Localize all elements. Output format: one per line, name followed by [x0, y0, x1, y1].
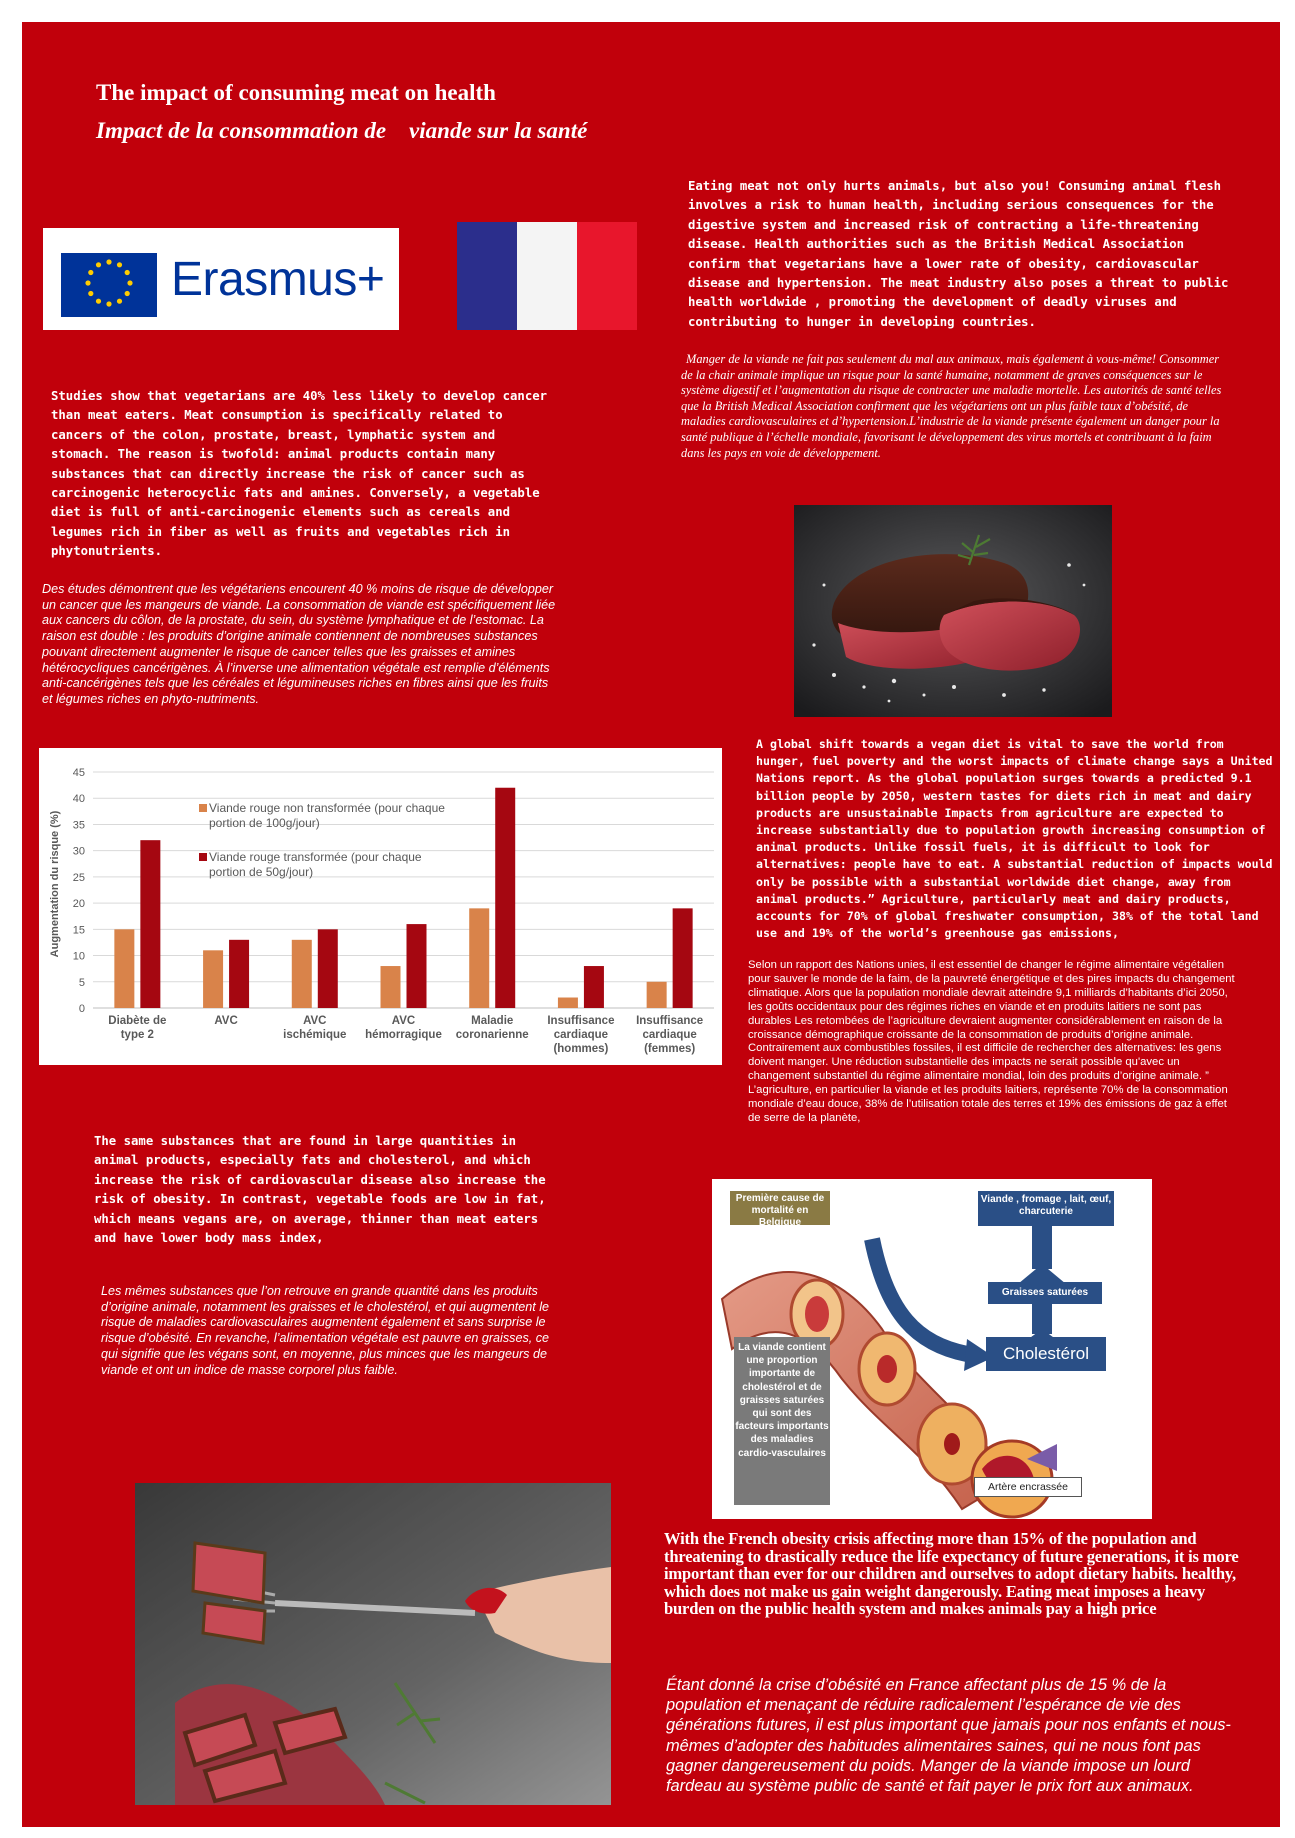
chart-x-tick-label: cardiaque — [553, 1029, 609, 1041]
diagram-middle-label: Graisses saturées — [988, 1282, 1102, 1304]
risk-chart-svg — [39, 748, 722, 1065]
chart-y-tick-label: 30 — [72, 845, 85, 858]
diagram-artery-label: Artère encrassée — [974, 1477, 1082, 1497]
chart-x-tick-label: cardiaque — [642, 1029, 697, 1041]
climate-en-text: A global shift towards a vegan diet is vital to save the world from hunger, fuel poverty and the worst impacts of climate change says a United Nations report. As the global population surges towards a predicted 9.1 billion people by 2050, western tastes for diets rich in meat and dairy products are unsustainable Impacts from agriculture are expected to increase substantially due to population growth increasing consumption of animal products. Unlike fossil fuels, it is difficult to look for alternatives: people have to eat. A substantial reduction of impacts would only be possible with a substantial worldwide diet change, away from animal products.” Agriculture, particularly meat and dairy products, accounts for 70% of global freshwater consumption, 38% of the total land use and 19% of the world’s greenhouse gas emissions, — [756, 737, 1273, 941]
chart-bar — [318, 929, 338, 1008]
chart-x-tick-label: (femmes) — [644, 1043, 696, 1055]
chart-x-tick-label: hémorragique — [365, 1029, 442, 1041]
diagram-left-box: La viande contient une proportion importante de cholestérol et de graisses saturées qui sont des facteurs importants des maladies cardio-vasculaires — [734, 1337, 830, 1505]
france-flag-icon — [457, 222, 637, 330]
chart-x-tick-label: (hommes) — [553, 1043, 609, 1055]
chart-legend-swatch — [199, 853, 207, 861]
chart-x-tick-label: Maladie — [471, 1015, 514, 1027]
chart-y-tick-label: 15 — [72, 924, 85, 937]
chart-legend-label: portion de 50g/jour) — [209, 865, 314, 879]
chart-bar — [229, 940, 249, 1008]
chart-x-tick-label: AVC — [214, 1015, 238, 1027]
french-crisis-en-text: With the French obesity crisis affecting more than 15% of the population and threatening to drastically reduce the life expectancy of future generations, it is more important than ever for our children and ourselves to adopt dietary habits. healthy, which does not make us gain weight dangerously. Eating meat imposes a heavy burden on the public health system and makes animals pay a high price — [664, 1529, 1239, 1619]
chart-bar — [381, 966, 401, 1008]
steak-photo — [794, 505, 1112, 717]
chart-bar — [495, 788, 515, 1008]
steak-fork-photo — [135, 1483, 611, 1805]
chart-bar — [647, 982, 667, 1008]
chart-legend-label: Viande rouge non transformée (pour chaque — [209, 801, 445, 815]
chart-bars — [114, 788, 692, 1008]
chart-y-tick-label: 45 — [72, 767, 85, 779]
diagram-cholesterol-label: Cholestérol — [986, 1337, 1106, 1371]
climate-fr-text: Selon un rapport des Nations unies, il est essentiel de changer le régime alimentaire végétalien pour sauver le monde de la faim, de la pauvreté énergétique et des pires impacts du changement climatique. Alors que la population mondiale devrait atteindre 9,1 milliards d’habitants d’ici 2050, les goûts occidentaux pour des régimes riches en viande et en produits laitiers ne sont pas durables Les retombées de l’agriculture devraient augmenter considérablement en raison de la croissance démographique croissante de la consommation de produits d’origine animale. Contrairement aux combustibles fossiles, il est difficile de rechercher des alternatives: les gens doivent manger. Une réduction substantielle des impacts ne serait possible qu'avec un changement substantiel du régime alimentaire mondial, loin des produits d’origine animale. ” L’agriculture, en particulier la viande et les produits laitiers, représente 70% de la consommation mondiale d’eau douce, 38% de l’utilisation totale des terres et 19% des émissions de gaz à effet de serre de la planète, — [748, 959, 1235, 1124]
chart-x-tick-label: coronarienne — [455, 1029, 529, 1041]
chart-y-tick-label: 10 — [72, 950, 85, 963]
diagram-top-right-label: Viande , fromage , lait, œuf, charcuterie — [978, 1191, 1114, 1226]
french-crisis-fr-text: Étant donné la crise d’obésité en France affectant plus de 15 % de la population et menaçant de réduire radicalement l’espérance de vie des générations futures, il est plus important que jamais pour nos enfants et nous-mêmes d’adopter des habitudes alimentaires saines, qui ne nous font pas gagner dangereusement du poids. Manger de la viande impose un lourd fardeau au système public de santé et fait payer le prix fort aux animaux. — [666, 1676, 1231, 1796]
chart-y-ticks — [73, 767, 85, 1015]
chart-y-tick-label: 20 — [72, 898, 85, 911]
chart-x-labels — [108, 1015, 703, 1055]
chart-bar — [114, 929, 134, 1008]
cancer-en-text: Studies show that vegetarians are 40% less likely to develop cancer than meat eaters. Meat consumption is specifically related to cancers of the colon, prostate, breast, lymphatic system and stomach. The reason is twofold: animal products contain many substances that can directly increase the risk of cancer such as carcinogenic heterocyclic fats and amines. Conversely, a vegetable diet is full of anti-carcinogenic elements such as cereals and legumes rich in fiber as well as fruits and vegetables rich in phytonutrients. — [51, 389, 548, 559]
chart-bar — [140, 840, 160, 1008]
diagram-top-left-label: Première cause de mortalité en Belgique — [730, 1191, 830, 1225]
chart-bar — [203, 950, 223, 1008]
chart-x-tick-label: AVC — [303, 1015, 327, 1027]
chart-bar — [584, 966, 604, 1008]
chart-y-tick-label: 40 — [72, 793, 85, 806]
chart-x-tick-label: type 2 — [120, 1029, 154, 1041]
erasmus-logo — [43, 228, 399, 330]
chart-bar — [673, 908, 693, 1008]
chart-y-axis-label: Augmentation du risque (%) — [49, 810, 61, 958]
chart-legend-swatch — [199, 804, 207, 812]
chart-y-tick-label: 25 — [72, 871, 85, 884]
erasmus-wordmark: Erasmus+ — [171, 253, 385, 306]
chart-x-tick-label: AVC — [391, 1015, 416, 1027]
obesity-fr-text: Les mêmes substances que l’on retrouve en grande quantité dans les produits d’origine animale, notamment les graisses et le cholestérol, et qui augmentent le risque de maladies cardiovasculaires augmentent également et sans surprise le risque d’obésité. En revanche, l’alimentation végétale est pauvre en graisses, ce qui signifie que les végans sont, en moyenne, plus minces que les mangeurs de viande et ont un indice de masse corporel plus faible. — [101, 1284, 550, 1377]
chart-y-tick-label: 0 — [78, 1003, 85, 1015]
chart-bar — [469, 908, 489, 1008]
obesity-en-text: The same substances that are found in large quantities in animal products, especially fats and cholesterol, and which increase the risk of cardiovascular disease also increase the risk of obesity. In contrast, vegetable foods are low in fat, which means vegans are, on average, thinner than meat eaters and have lower body mass index, — [94, 1134, 546, 1246]
intro-en-text: Eating meat not only hurts animals, but also you! Consuming animal flesh involves a risk to human health, including serious consequences for the digestive system and increased risk of contracting a life-threatening disease. Health authorities such as the British Medical Association confirm that vegetarians have a lower rate of obesity, cardiovascular disease and hypertension. The meat industry also poses a threat to public health worldwide , promoting the development of deadly viruses and contributing to hunger in developing countries. — [688, 179, 1229, 329]
chart-legend-label: portion de 100g/jour) — [209, 816, 320, 830]
intro-fr-text: Manger de la viande ne fait pas seulement du mal aux animaux, mais également à vous-même! Consommer de la chair animale implique un risque pour la santé humaine, notamment de graves conséquences sur le système digestif et l’augmentation du risque de contracter une maladie mortelle. Les autorités de santé telles que la British Medical Association confirment que les végétariens ont un plus faible taux d’obésité, de maladies cardiovasculaires et d’hypertension.L’industrie de la viande présente également un danger pour la santé publique à l’échelle mondiale, favorisant le développement des virus mortels et contribuant à la faim dans les pays en voie de développement. — [681, 352, 1222, 460]
chart-legend — [199, 801, 445, 879]
risk-chart — [39, 748, 722, 1065]
poster — [22, 22, 1280, 1827]
chart-legend-label: Viande rouge transformée (pour chaque — [209, 850, 422, 864]
cholesterol-diagram — [712, 1179, 1152, 1519]
chart-x-tick-label: Insuffisance — [636, 1015, 704, 1027]
chart-bar — [292, 940, 312, 1008]
chart-bar — [558, 998, 578, 1008]
chart-y-tick-label: 5 — [78, 976, 85, 989]
chart-x-tick-label: Insuffisance — [547, 1015, 615, 1027]
cancer-fr-text: Des études démontrent que les végétariens encourent 40 % moins de risque de développer un cancer que les mangeurs de viande. La consommation de viande est spécifiquement liée aux cancers du côlon, de la prostate, du sein, du système lymphatique et de l’estomac. La raison est double : les produits d’origine animale contiennent de nombreuses substances pouvant directement augmenter le risque de cancer telles que les graisses et amines hétérocycliques cancérigènes. À l’inverse une alimentation végétale est remplie d’éléments anti-cancérigènes tels que les céréales et légumineuses riches en fibres ainsi que les fruits et légumes riches en phyto-nutriments. — [42, 582, 556, 706]
chart-x-tick-label: Diabète de — [108, 1015, 167, 1027]
title-fr: Impact de la consommation de viande sur la santé — [96, 118, 588, 143]
chart-x-tick-label: ischémique — [283, 1029, 347, 1041]
chart-y-tick-label: 35 — [72, 819, 85, 832]
chart-bar — [407, 924, 427, 1008]
title-en: The impact of consuming meat on health — [96, 80, 496, 105]
